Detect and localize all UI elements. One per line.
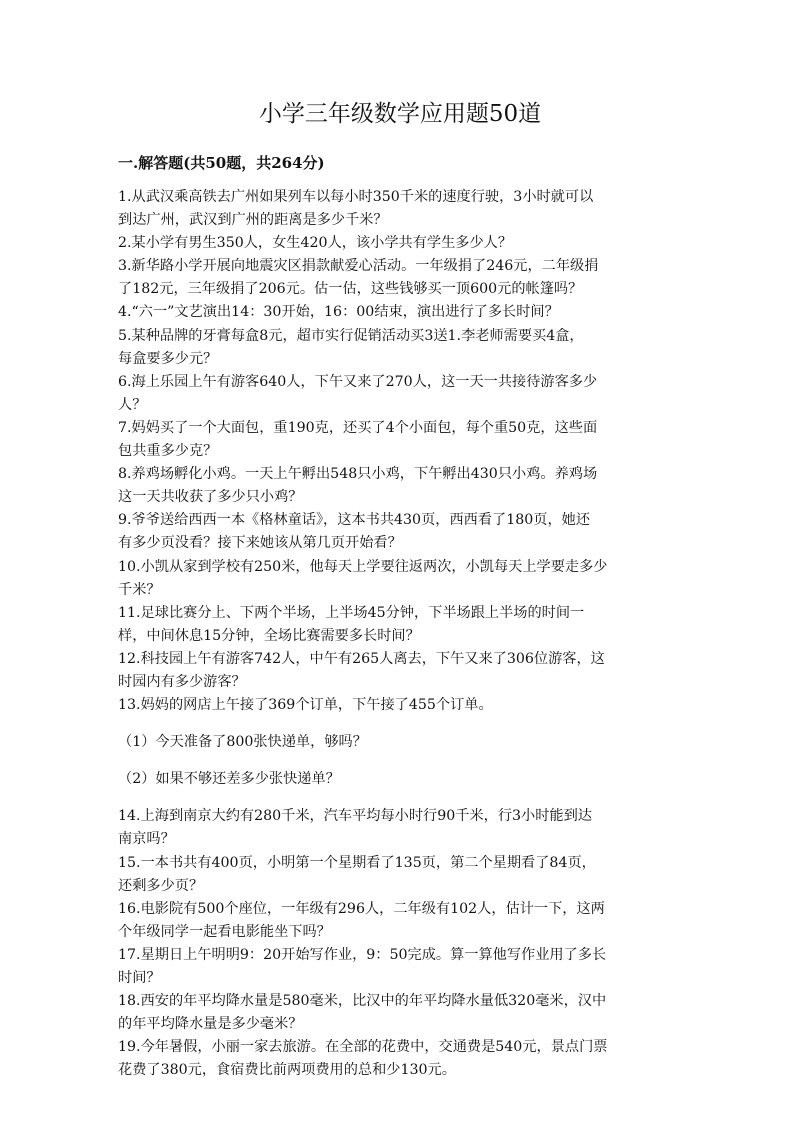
question-line: 13.妈妈的网店上午接了369个订单，下午接了455个订单。 xyxy=(118,697,493,714)
question-line: 14.上海到南京大约有280千米，汽车平均每小时行90千米，行3小时能到达 xyxy=(118,808,592,825)
question-5 xyxy=(118,325,686,371)
question-line: 12.科技园上午有游客742人，中午有265人离去，下午又来了306位游客，这 xyxy=(118,650,605,667)
question-line: 有多少页没看？接下来她该从第几页开始看？ xyxy=(118,535,402,552)
question-line: 的年平均降水量是多少毫米？ xyxy=(118,1016,303,1033)
question-line: 7.妈妈买了一个大面包，重190克，还买了4个小面包，每个重50克，这些面 xyxy=(118,419,598,436)
question-line: 19.今年暑假，小丽一家去旅游。在全部的花费中，交通费是540元，景点门票 xyxy=(118,1039,608,1056)
subquestion: （1）今天准备了800张快递单，够吗？ xyxy=(118,734,367,751)
question-line: 15.一本书共有400页，小明第一个星期看了135页，第二个星期看了84页， xyxy=(118,854,596,871)
question-8 xyxy=(118,463,686,509)
question-line: 17.星期日上午明明9：20开始写作业，9：50完成。算一算他写作业用了多长 xyxy=(118,946,607,963)
question-line: 16.电影院有500个座位，一年级有296人，二年级有102人，估计一下，这两 xyxy=(118,900,605,917)
question-line: 这一天共收获了多少只小鸡？ xyxy=(118,489,303,506)
question-list xyxy=(118,186,686,1082)
question-line: 5.某种品牌的牙膏每盒8元，超市实行促销活动买3送1.李老师需要买4盒， xyxy=(118,327,584,344)
question-10 xyxy=(118,556,686,602)
question-line: 9.爷爷送给西西一本《格林童话》，这本书共430页，西西看了180页，她还 xyxy=(118,512,591,529)
question-9 xyxy=(118,509,686,555)
question-line: 样，中间休息15分钟，全场比赛需要多长时间？ xyxy=(118,627,420,644)
question-line: 了182元，三年级捐了206元。估一估，这些钱够买一顶600元的帐篷吗？ xyxy=(118,281,583,298)
question-line: 个年级同学一起看电影能坐下吗？ xyxy=(118,923,331,940)
question-line: 南京吗？ xyxy=(118,831,175,848)
question-7 xyxy=(118,417,686,463)
question-19 xyxy=(118,1036,686,1082)
question-1 xyxy=(118,186,686,232)
question-line: 包共重多少克？ xyxy=(118,443,218,460)
question-line: 18.西安的年平均降水量是580毫米，比汉中的年平均降水量低320毫米，汉中 xyxy=(118,993,607,1010)
question-line: 还剩多少页？ xyxy=(118,877,204,894)
question-line: 每盒要多少元？ xyxy=(118,350,218,367)
question-14 xyxy=(118,805,686,851)
question-line: 千米？ xyxy=(118,581,161,598)
question-line: 8.养鸡场孵化小鸡。一天上午孵出548只小鸡，下午孵出430只小鸡。养鸡场 xyxy=(118,466,598,483)
question-line: 1.从武汉乘高铁去广州如果列车以每小时350千米的速度行驶，3小时就可以 xyxy=(118,189,594,205)
question-line: 时园内有多少游客？ xyxy=(118,673,246,690)
question-11 xyxy=(118,602,686,648)
question-4 xyxy=(118,301,686,324)
question-line: 花费了380元，食宿费比前两项费用的总和少130元。 xyxy=(118,1062,456,1079)
question-16 xyxy=(118,898,686,944)
question-line: 11.足球比赛分上、下两个半场，上半场45分钟，下半场跟上半场的时间一 xyxy=(118,604,585,621)
question-13 xyxy=(118,694,686,791)
section-heading: 一.解答题(共50题，共264分) xyxy=(118,154,325,172)
question-line: 2.某小学有男生350人，女生420人，该小学共有学生多少人？ xyxy=(118,235,513,252)
question-2 xyxy=(118,232,686,255)
question-12 xyxy=(118,648,686,694)
question-line: 4.“六一”文艺演出14：30开始，16：00结束，演出进行了多长时间？ xyxy=(118,304,559,321)
question-17 xyxy=(118,944,686,990)
question-line: 人？ xyxy=(118,396,147,413)
question-6 xyxy=(118,371,686,417)
page-title: 小学三年级数学应用题50道 xyxy=(258,101,542,127)
question-line: 时间？ xyxy=(118,970,161,986)
question-15 xyxy=(118,852,686,898)
question-line: 10.小凯从家到学校有250米，他每天上学要往返两次，小凯每天上学要走多少 xyxy=(118,558,608,575)
question-3 xyxy=(118,255,686,301)
question-line: 3.新华路小学开展向地震灾区捐款献爱心活动。一年级捐了246元，二年级捐 xyxy=(118,258,599,275)
subquestion: （2）如果不够还差多少张快递单？ xyxy=(118,771,340,788)
question-line: 到达广州，武汉到广州的距离是多少千米？ xyxy=(118,212,388,229)
question-18 xyxy=(118,990,686,1036)
question-line: 6.海上乐园上午有游客640人，下午又来了270人，这一天一共接待游客多少 xyxy=(118,373,598,390)
